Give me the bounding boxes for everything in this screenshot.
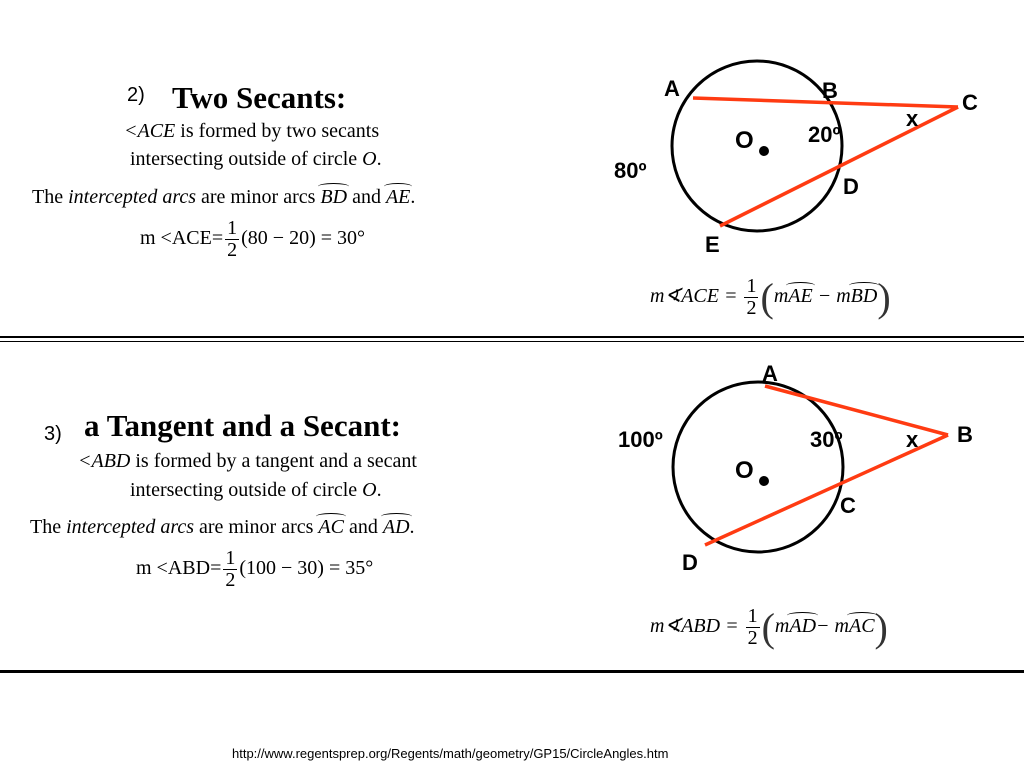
section-3-number: 3)	[44, 423, 62, 445]
tangent-ab	[765, 386, 948, 435]
section-2-number: 2)	[127, 84, 145, 106]
line-text: are minor arcs	[194, 516, 319, 538]
formula-minus: − m	[816, 615, 849, 638]
section-2-heading: Two Secants:	[172, 80, 347, 115]
section-2-formula	[650, 274, 891, 321]
period: .	[410, 186, 416, 208]
denominator: 2	[746, 297, 757, 319]
line-text: are minor arcs	[196, 186, 321, 208]
angle-x-label: x	[906, 427, 919, 452]
arc-20-label: 20º	[808, 122, 841, 147]
line-text: is formed by a tangent and a secant	[130, 450, 417, 472]
denominator: 2	[227, 239, 238, 261]
line-end: .	[376, 148, 382, 170]
section-2-line-3	[32, 186, 415, 209]
source-url[interactable]: http://www.regentsprep.org/Regents/math/geometry/GP15/CircleAngles.htm	[232, 746, 669, 761]
section-3-calculation	[136, 548, 373, 591]
center-point	[759, 146, 769, 156]
label-c: C	[840, 493, 856, 518]
line-end: .	[376, 479, 382, 501]
formula-minus: − m	[812, 285, 851, 308]
divider-bottom	[0, 670, 1024, 673]
period: .	[409, 516, 415, 538]
numerator: 1	[225, 547, 236, 569]
line-text: is formed by two secants	[175, 120, 380, 142]
formula-arc-bd: BD	[850, 285, 878, 308]
one-half-fraction	[744, 276, 758, 319]
angle-x-label: x	[906, 106, 919, 131]
formula-arc-ac: AC	[848, 615, 875, 638]
section-2-calculation	[140, 218, 365, 261]
numerator: 1	[227, 217, 238, 239]
arc-ad: AD	[382, 516, 410, 538]
formula-m: m	[773, 285, 789, 308]
numerator: 1	[747, 605, 758, 627]
arc-100-label: 100º	[618, 427, 663, 452]
formula-arc-ad: AD	[789, 615, 817, 638]
arc-bd: BD	[320, 186, 348, 208]
arc-80-label: 80º	[614, 158, 647, 183]
label-a: A	[762, 361, 778, 386]
intercepted-arcs-term: intercepted arcs	[66, 516, 195, 538]
numerator: 1	[746, 275, 757, 297]
right-paren: )	[877, 275, 891, 320]
formula-left: m∢ABD =	[650, 615, 739, 638]
intercepted-arcs-term: intercepted arcs	[68, 186, 197, 208]
and-text: and	[347, 186, 386, 208]
label-b: B	[957, 422, 973, 447]
two-secants-diagram	[600, 55, 1000, 265]
section-2-line-2	[130, 148, 382, 171]
label-c: C	[962, 90, 978, 115]
circle-o	[673, 382, 843, 552]
one-half-fraction	[223, 548, 237, 591]
angle-name: <ACE	[124, 120, 176, 142]
label-d: D	[843, 174, 859, 199]
circle-name: O	[362, 148, 377, 170]
divider-top-thin	[0, 341, 1024, 342]
arc-30-label: 30º	[810, 427, 843, 452]
section-2-line-1	[124, 120, 379, 143]
and-text: and	[343, 516, 383, 538]
tangent-secant-diagram	[600, 355, 1010, 585]
label-b: B	[822, 78, 838, 103]
angle-name: <ABD	[78, 450, 131, 472]
section-3-formula	[650, 604, 888, 651]
denominator: 2	[747, 627, 758, 649]
section-3-line-3	[30, 516, 415, 539]
divider-top	[0, 336, 1024, 338]
center-point	[759, 476, 769, 486]
section-3-line-1	[78, 450, 417, 473]
label-a: A	[664, 76, 680, 101]
label-e: E	[705, 232, 720, 257]
label-o: O	[735, 457, 754, 484]
calc-right: (80 − 20) = 30°	[241, 227, 366, 250]
calc-left: m <ABD=	[136, 557, 222, 580]
left-paren: (	[761, 605, 775, 650]
calc-left: m <ACE=	[140, 227, 224, 250]
label-o: O	[735, 127, 754, 154]
circle-name: O	[362, 479, 377, 501]
left-paren: (	[760, 275, 774, 320]
section-3-heading: a Tangent and a Secant:	[84, 408, 401, 443]
line-text: The	[30, 516, 67, 538]
denominator: 2	[225, 569, 236, 591]
right-paren: )	[874, 605, 888, 650]
one-half-fraction	[746, 606, 760, 649]
arc-ac: AC	[318, 516, 344, 538]
label-d: D	[682, 550, 698, 575]
arc-ae: AE	[385, 186, 411, 208]
line-text: intersecting outside of circle	[130, 148, 363, 170]
line-text: The	[32, 186, 69, 208]
one-half-fraction	[225, 218, 239, 261]
formula-arc-ae: AE	[788, 285, 813, 308]
line-text: intersecting outside of circle	[130, 479, 363, 501]
calc-right: (100 − 30) = 35°	[239, 557, 374, 580]
formula-left: m∢ACE =	[650, 285, 738, 308]
formula-m: m	[774, 615, 790, 638]
section-3-line-2	[130, 479, 382, 502]
